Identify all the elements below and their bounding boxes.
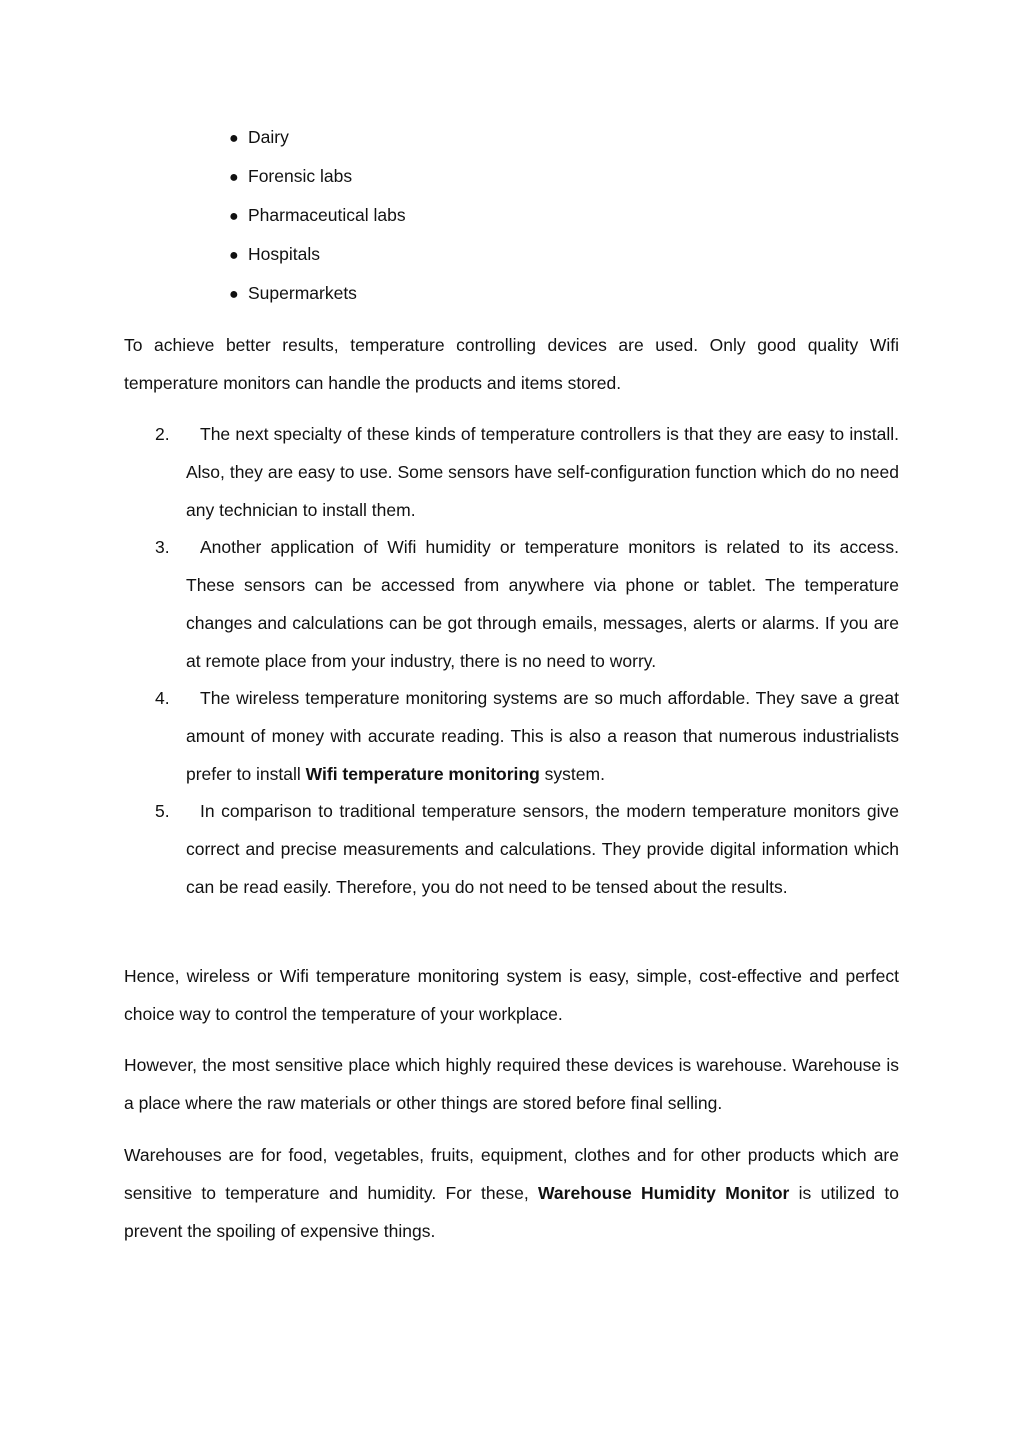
numbered-item <box>155 792 899 906</box>
list-item-text: Pharmaceutical labs <box>248 205 406 225</box>
paragraph-intro: To achieve better results, temperature controlling devices are used. Only good quality Wifi temperature monitors can handle the products and items stored. <box>124 335 899 393</box>
numbered-item <box>155 679 899 793</box>
list-item <box>229 203 406 242</box>
paragraph-hence: Hence, wireless or Wifi temperature monitoring system is easy, simple, cost-effective and perfect choice way to control the temperature of your workplace. <box>124 966 899 1024</box>
list-item <box>229 281 406 320</box>
paragraph-text: is utilized to prevent the spoiling of expensive things. <box>124 1183 899 1241</box>
item-bold-text: Wifi temperature monitoring <box>305 764 540 784</box>
list-item <box>229 242 406 281</box>
bullet-list <box>229 125 406 320</box>
bullet-icon: ● <box>229 130 239 147</box>
item-number: 3. <box>155 537 170 557</box>
bullet-icon: ● <box>229 286 239 303</box>
item-text: In comparison to traditional temperature sensors, the modern temperature monitors give correct and precise measurements and calculations. They provide digital information which can be read easily. Therefore, you do not need to be tensed about the results. <box>186 801 899 897</box>
numbered-item <box>155 415 899 529</box>
bullet-icon: ● <box>229 169 239 186</box>
list-item-text: Forensic labs <box>248 166 353 186</box>
paragraph-text: Warehouses are for food, vegetables, fruits, equipment, clothes and for other products which are sensitive to temperature and humidity. For these, <box>124 1145 899 1203</box>
numbered-item <box>155 528 899 680</box>
bullet-icon: ● <box>229 247 239 264</box>
item-text: Another application of Wifi humidity or temperature monitors is related to its access. These sensors can be accessed from anywhere via phone or tablet. The temperature changes and calculations can be got through emails, messages, alerts or alarms. If you are at remote place from your industry, there is no need to worry. <box>186 537 899 671</box>
item-number: 5. <box>155 801 170 821</box>
list-item-text: Hospitals <box>248 244 320 264</box>
item-text: The wireless temperature monitoring systems are so much affordable. They save a great amount of money with accurate reading. This is also a reason that numerous industrialists prefer to install <box>186 688 899 784</box>
list-item-text: Dairy <box>248 127 289 147</box>
list-item-text: Supermarkets <box>248 283 357 303</box>
paragraph-bold-text: Warehouse Humidity Monitor <box>538 1183 790 1203</box>
item-text: The next specialty of these kinds of temperature controllers is that they are easy to install. Also, they are easy to use. Some sensors have self-configuration function which do no need any technician to install them. <box>186 424 899 520</box>
bullet-icon: ● <box>229 208 239 225</box>
paragraph-however: However, the most sensitive place which highly required these devices is warehouse. Warehouse is a place where the raw materials or other things are stored before final selling. <box>124 1055 899 1113</box>
item-text: system. <box>539 764 605 784</box>
item-number: 4. <box>155 688 170 708</box>
list-item <box>229 125 406 164</box>
item-number: 2. <box>155 424 170 444</box>
paragraph-warehouses <box>124 1136 899 1250</box>
list-item <box>229 164 406 203</box>
